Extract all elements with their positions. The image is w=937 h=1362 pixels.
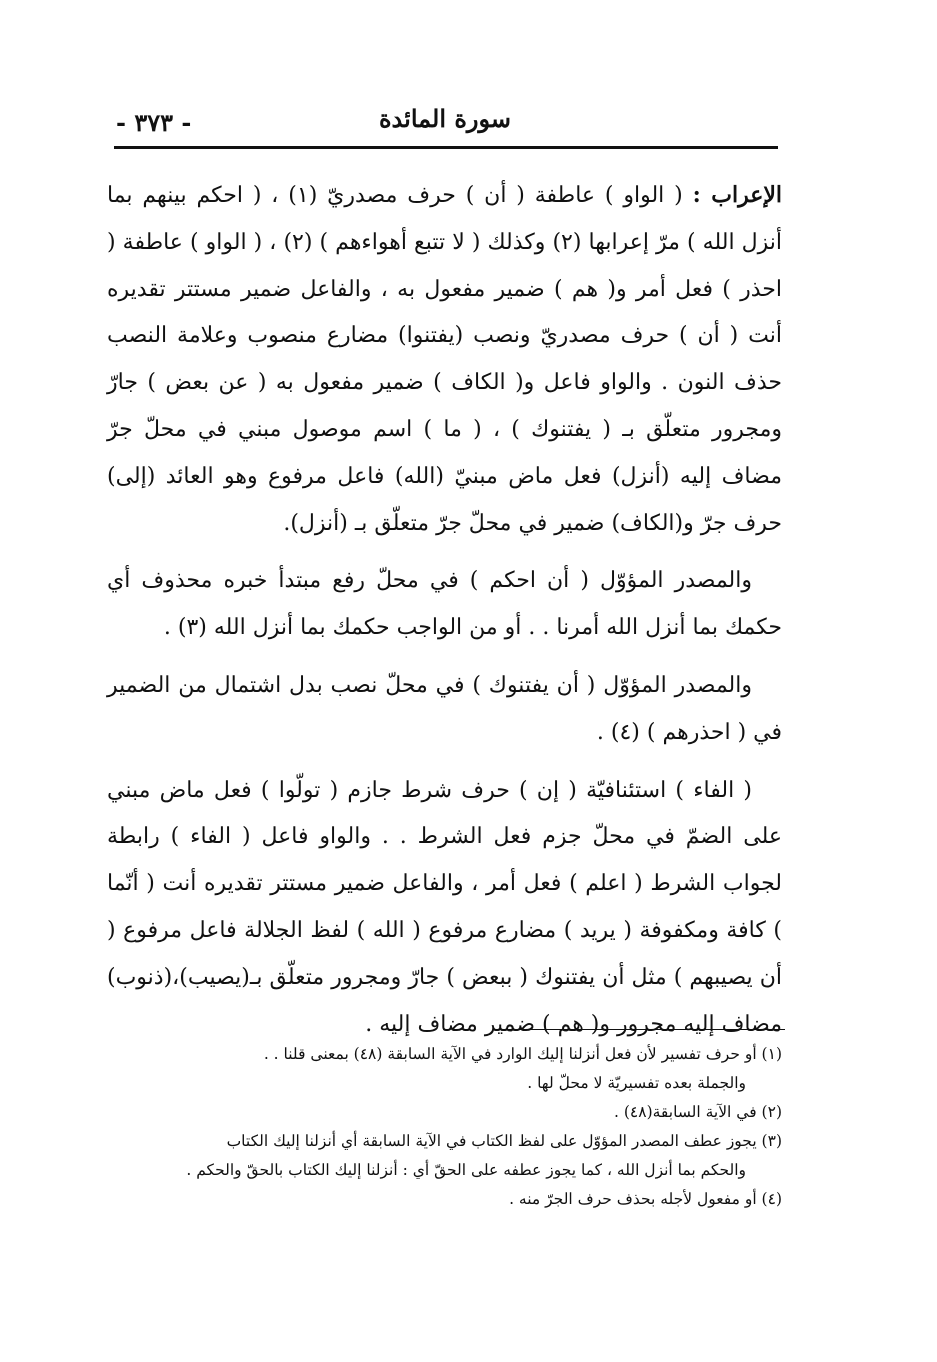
- paragraph-shart: ( الفاء ) استئنافيّة ( إن ) حرف شرط جازم ( تولّوا ) فعل ماض مبني على الضمّ في محلّ جزم فعل الشرط . . والواو فاعل ( الفاء ) رابطة لجواب الشرط ( اعلم ) فعل أمر ، والفاعل ضمير مستتر تقديره أنت ( أنّما ) كافة ومكفوفة ( يريد ) مضارع مرفوع ( الله ) لفظ الجلالة فاعل مرفوع ( أن يصيبهم ) مثل أن يفتنوك ( ببعض ) جارّ ومجرور متعلّق بـ(يصيب)،(ذنوب) مضاف إليه مجرور و( هم ) ضمير مضاف إليه .: [107, 777, 782, 1037]
- footnote-1: (١) أو حرف تفسير لأن فعل أنزلنا إليك الوارد في الآية السابقة (٤٨) بمعنى قلنا . .: [263, 1045, 782, 1063]
- page-number: - ٣٧٣ -: [116, 108, 192, 137]
- footnote-divider: [505, 1029, 785, 1030]
- header-divider: [114, 146, 778, 149]
- footnotes: [120, 1040, 782, 1214]
- footnote-4: (٤) أو مفعول لأجله بحذف حرف الجرّ منه .: [509, 1190, 782, 1208]
- paragraph-irab: [107, 172, 782, 547]
- surah-title: سورة المائدة: [378, 104, 512, 133]
- irab-heading: الإعراب :: [692, 182, 783, 208]
- footnote-1-continuation: والجملة بعده تفسيريّة لا محلّ لها .: [527, 1074, 746, 1092]
- footnote-3: (٣) يجوز عطف المصدر المؤوّل على لفظ الكتاب في الآية السابقة أي أنزلنا إليك الكتاب: [226, 1132, 782, 1150]
- footnote-3-continuation: والحكم بما أنزل الله ، كما يجوز عطفه على الحقّ أي : أنزلنا إليك الكتاب بالحقّ والحكم .: [186, 1161, 746, 1179]
- main-text: [107, 172, 782, 1048]
- paragraph-masdar-2: والمصدر المؤوّل ( أن يفتنوك ) في محلّ نصب بدل اشتمال من الضمير في ( احذرهم ) (٤) .: [107, 672, 782, 745]
- paragraph-masdar-1: والمصدر المؤوّل ( أن احكم ) في محلّ رفع مبتدأ خبره محذوف أي حكمك بما أنزل الله أمرنا . . أو من الواجب حكمك بما أنزل الله (٣) .: [107, 568, 782, 641]
- page-header: [110, 96, 780, 142]
- footnote-2: (٢) في الآية السابقة(٤٨) .: [614, 1103, 782, 1121]
- paragraph-irab-text: ( الواو ) عاطفة ( أن ) حرف مصدريّ (١) ، ( احكم بينهم بما أنزل الله ) مرّ إعرابها (٢) وكذلك ( لا تتبع أهواءهم ) (٢) ، ( الواو ) عاطفة ( احذر ) فعل أمر و( هم ) ضمير مفعول به ، والفاعل ضمير مستتر تقديره أنت ( أن ) حرف مصدريّ ونصب (يفتنوا) مضارع منصوب وعلامة النصب حذف النون . والواو فاعل و( الكاف ) ضمير مفعول به ( عن بعض ) جارّ ومجرور متعلّق بـ ( يفتنوك ) ، ( ما ) اسم موصول مبني في محلّ جرّ مضاف إليه (أنزل) فعل ماض مبنيّ (الله) فاعل مرفوع وهو العائد (إلى) حرف جرّ و(الكاف) ضمير في محلّ جرّ متعلّق بـ (أنزل).: [107, 183, 783, 536]
